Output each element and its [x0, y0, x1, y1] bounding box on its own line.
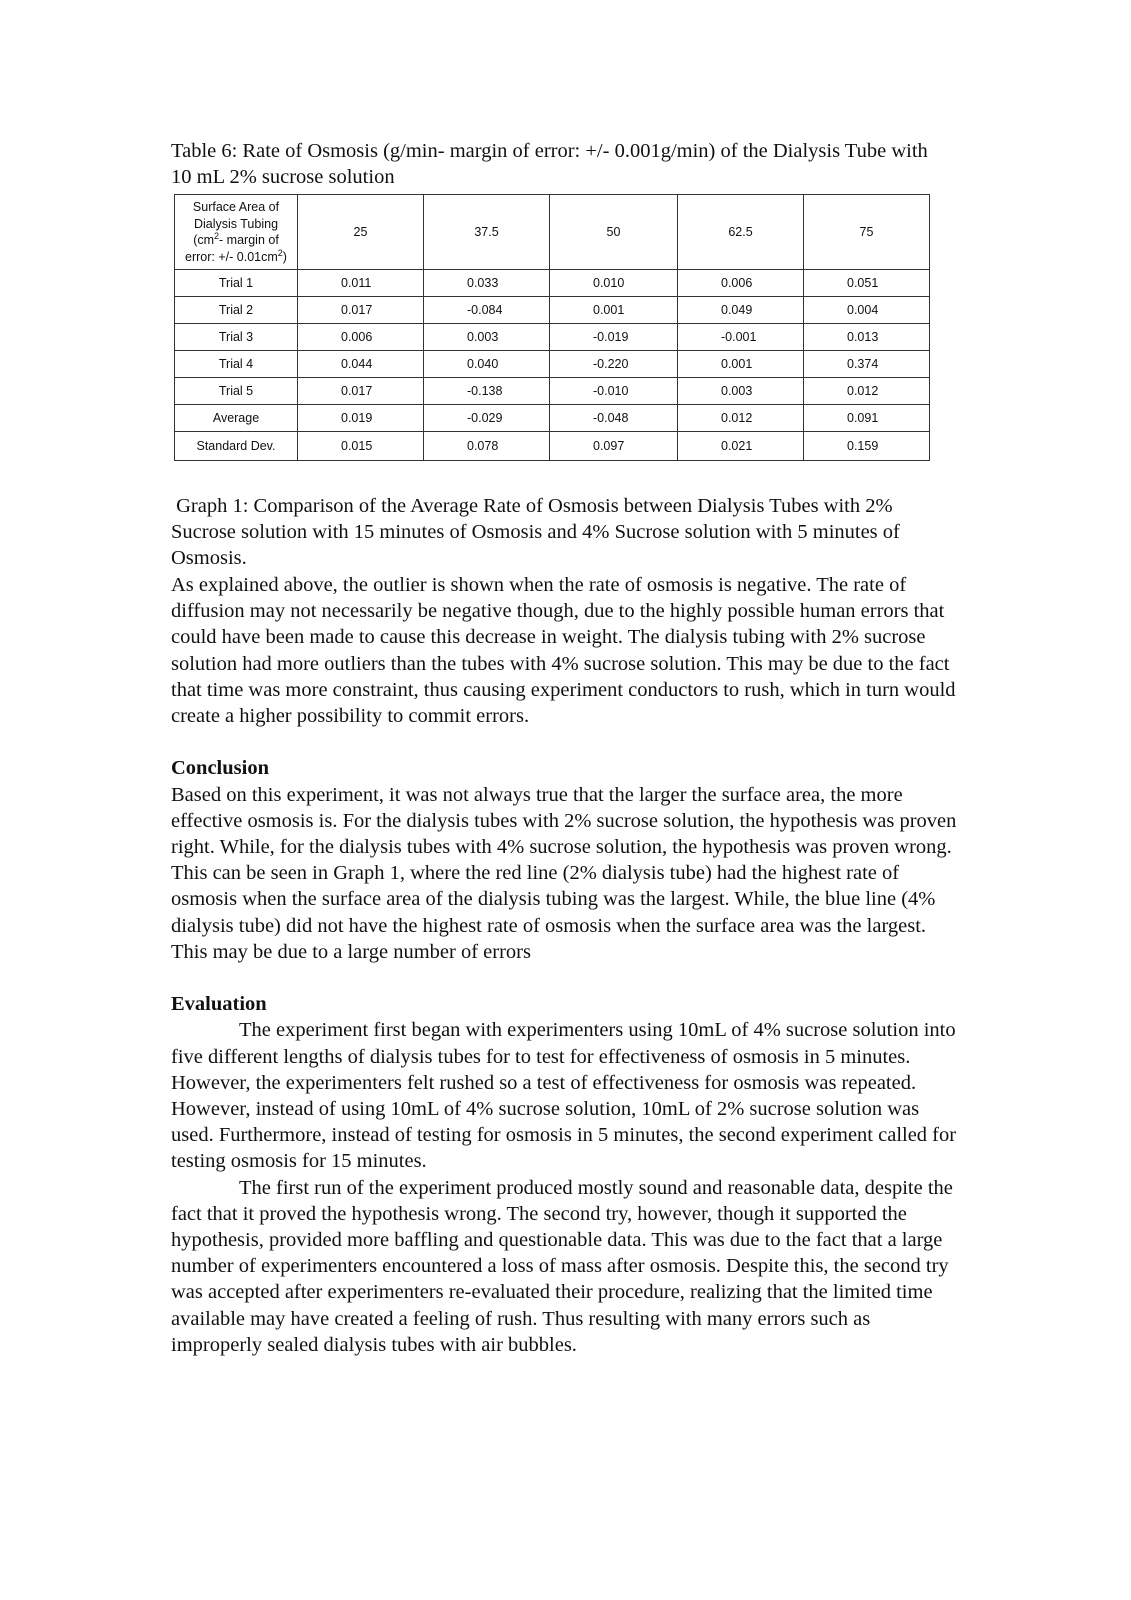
header-label-line2: Dialysis Tubing	[193, 216, 279, 231]
row-label: Trial 2	[175, 297, 298, 324]
table-row	[175, 378, 930, 405]
table-row	[175, 297, 930, 324]
conclusion-heading: Conclusion	[171, 757, 269, 780]
table-cell: -0.029	[424, 405, 550, 432]
evaluation-paragraph-2: The first run of the experiment produced mostly sound and reasonable data, despite the fact that it proved the hypothesis wrong. The second try, however, though it supported the hypothesis, provided more baffling and questionable data. This was due to the fact that a large number of experimenters encountered a loss of mass after osmosis. Despite this, the second try was accepted after experimenters re-evaluated their procedure, realizing that the limited time available may have created a feeling of rush. Thus resulting with many errors such as improperly sealed dialysis tubes with air bubbles.	[171, 1176, 953, 1356]
column-header: 25	[298, 195, 424, 270]
table-cell: 0.006	[678, 270, 804, 297]
header-label-line4-sup: 2	[277, 247, 283, 258]
evaluation-paragraph-1: The experiment first began with experimenters using 10mL of 4% sucrose solution into five different lengths of dialysis tubes for to test for effectiveness of osmosis in 5 minutes. However, the experimenters felt rushed so a test of effectiveness for osmosis was repeated. However, instead of using 10mL of 4% sucrose solution, 10mL of 2% sucrose solution was used. Furthermore, instead of testing for osmosis in 5 minutes, the second experiment called for testing osmosis for 15 minutes.	[171, 1019, 957, 1173]
row-label: Trial 5	[175, 378, 298, 405]
table-caption: Table 6: Rate of Osmosis (g/min- margin of error: +/- 0.001g/min) of the Dialysis Tube with 10 mL 2% sucrose solution	[171, 140, 928, 189]
table-cell: 0.044	[298, 351, 424, 378]
table-row	[175, 351, 930, 378]
table-cell: 0.011	[298, 270, 424, 297]
table-cell: 0.013	[804, 324, 930, 351]
table-cell: 0.012	[678, 405, 804, 432]
header-label-line3	[175, 232, 297, 249]
row-label: Average	[175, 405, 298, 432]
column-header: 37.5	[424, 195, 550, 270]
table-cell: 0.033	[424, 270, 550, 297]
table-cell: 0.010	[550, 270, 678, 297]
header-label-line3-a: (cm	[193, 233, 215, 247]
table-cell: 0.040	[424, 351, 550, 378]
row-label: Standard Dev.	[175, 432, 298, 461]
table-cell: 0.021	[678, 432, 804, 461]
table-cell: 0.374	[804, 351, 930, 378]
table-cell: -0.010	[550, 378, 678, 405]
table-cell: -0.048	[550, 405, 678, 432]
table-cell: 0.015	[298, 432, 424, 461]
table-cell: -0.001	[678, 324, 804, 351]
table-cell: 0.091	[804, 405, 930, 432]
header-label-line4-a: error: +/- 0.01cm	[185, 249, 278, 264]
table-cell: 0.001	[678, 351, 804, 378]
header-label-line1: Surface Area of	[192, 200, 280, 214]
table-cell: 0.097	[550, 432, 678, 461]
table-header-row	[175, 195, 930, 270]
table-row	[175, 432, 930, 461]
row-label: Trial 1	[175, 270, 298, 297]
document-page	[171, 138, 971, 1356]
table-header-label	[175, 195, 298, 270]
column-header: 62.5	[678, 195, 804, 270]
column-header: 75	[804, 195, 930, 270]
outlier-paragraph: As explained above, the outlier is shown when the rate of osmosis is negative. The rate of diffusion may not necessarily be negative though, due to the highly possible human errors that could have been made to cause this decrease in weight. The dialysis tubing with 2% sucrose solution had more outliers than the tubes with 4% sucrose solution. This may be due to the fact that time was more constraint, thus causing experiment conductors to rush, which in turn would create a higher possibility to commit errors.	[171, 574, 956, 728]
table-cell: -0.019	[550, 324, 678, 351]
header-label-line3-sup: 2	[214, 230, 220, 241]
table-row	[175, 324, 930, 351]
column-header: 50	[550, 195, 678, 270]
table-cell: 0.051	[804, 270, 930, 297]
table-cell: 0.004	[804, 297, 930, 324]
table-cell: -0.220	[550, 351, 678, 378]
table-row	[175, 405, 930, 432]
table-row	[175, 270, 930, 297]
header-label-line4	[175, 249, 297, 266]
header-label-line3-b: - margin of	[219, 233, 279, 247]
header-label-line4-b: )	[282, 249, 287, 264]
table-cell: 0.003	[678, 378, 804, 405]
table-cell: 0.019	[298, 405, 424, 432]
graph-caption: Graph 1: Comparison of the Average Rate of Osmosis between Dialysis Tubes with 2% Sucrose solution with 15 minutes of Osmosis and 4% Sucrose solution with 5 minutes of Osmosis.	[171, 495, 905, 570]
table-cell: 0.006	[298, 324, 424, 351]
conclusion-paragraph: Based on this experiment, it was not always true that the larger the surface area, the more effective osmosis is. For the dialysis tubes with 2% sucrose solution, the hypothesis was proven right. While, for the dialysis tubes with 4% sucrose solution, the hypothesis was proven wrong. This can be seen in Graph 1, where the red line (2% dialysis tube) had the highest rate of osmosis when the surface area of the dialysis tubing was the largest. While, the blue line (4% dialysis tube) did not have the highest rate of osmosis when the surface area was the largest. This may be due to a large number of errors	[171, 783, 957, 963]
evaluation-heading: Evaluation	[171, 993, 267, 1016]
table-cell: 0.003	[424, 324, 550, 351]
table-cell: 0.001	[550, 297, 678, 324]
table-cell: -0.138	[424, 378, 550, 405]
table-cell: 0.159	[804, 432, 930, 461]
row-label: Trial 3	[175, 324, 298, 351]
table-cell: 0.049	[678, 297, 804, 324]
table-cell: 0.078	[424, 432, 550, 461]
table-cell: 0.017	[298, 297, 424, 324]
row-label: Trial 4	[175, 351, 298, 378]
table-cell: 0.017	[298, 378, 424, 405]
table-cell: -0.084	[424, 297, 550, 324]
body-text	[171, 572, 971, 1358]
osmosis-rate-table	[174, 194, 930, 461]
table-cell: 0.012	[804, 378, 930, 405]
